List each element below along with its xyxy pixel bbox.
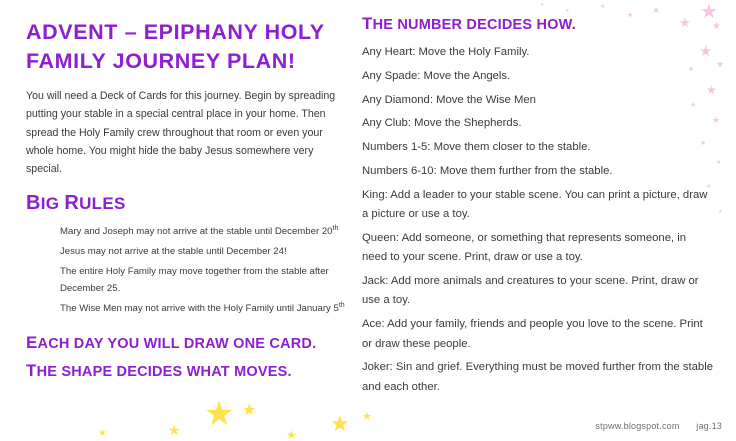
list-item: Any Heart: Move the Holy Family. [362, 46, 530, 58]
rule-text: Jesus may not arrive at the stable until December 24! [60, 246, 287, 258]
big-rules-heading-rest-ules: ULES [79, 194, 126, 214]
rule-text: Mary and Joseph may not arrive at the stable until December 20 [60, 226, 333, 238]
decorative-star-icon: ★ [330, 411, 350, 436]
list-item [60, 243, 348, 261]
decorative-star-icon: ★ [565, 8, 570, 14]
decorative-star-icon: ★ [706, 184, 712, 190]
shape-line-cap: T [26, 361, 37, 381]
list-item: Ace: Add your family, friends and people you love to the scene. Print or draw these people. [362, 318, 703, 350]
list-item: Joker: Sin and grief. Everything must be moved further from the stable and each other. [362, 361, 713, 393]
list-item: King: Add a leader to your stable scene. You can print a picture, draw a picture or use a toy. [362, 188, 708, 221]
rules-list [26, 223, 348, 317]
shape-line-rest: HE SHAPE DECIDES WHAT MOVES. [36, 364, 292, 381]
decorative-star-icon: ★ [716, 160, 722, 166]
decorative-star-icon: ★ [652, 5, 661, 15]
draw-line-rest: ACH DAY YOU WILL DRAW ONE CARD. [37, 336, 317, 353]
decorative-star-icon: ★ [716, 59, 725, 69]
big-rules-heading [26, 192, 348, 215]
number-heading-rest: HE NUMBER DECIDES HOW. [372, 17, 576, 33]
list-item: Queen: Add someone, or something that represents someone, in need to your scene. Print, draw or use a toy. [362, 232, 687, 264]
list-item: Numbers 1-5: Move them closer to the stable. [362, 141, 591, 154]
decorative-star-icon: ★ [540, 2, 545, 8]
footer-credit: jag.13 [696, 421, 722, 431]
rule-suffix: th [332, 225, 339, 233]
decorative-star-icon: ★ [688, 66, 695, 73]
right-column [362, 14, 714, 402]
list-item: Numbers 6-10: Move them further from the stable. [362, 165, 613, 178]
list-item: Any Diamond: Move the Wise Men [362, 93, 536, 106]
decorative-star-icon: ★ [718, 209, 723, 215]
footer [595, 421, 722, 431]
rule-text: The entire Holy Family may move together from the stable after December 25. [60, 265, 329, 295]
decorative-star-icon: ★ [712, 115, 721, 125]
page-title [26, 18, 348, 75]
decorative-star-icon: ★ [712, 21, 721, 32]
draw-one-card-line [26, 333, 348, 353]
decorative-star-icon: ★ [700, 140, 707, 147]
list-item: Any Spade: Move the Angels. [362, 69, 511, 82]
decorative-star-icon: ★ [204, 395, 235, 433]
decorative-star-icon: ★ [706, 83, 717, 97]
decorative-star-icon: ★ [627, 12, 634, 19]
decorative-star-icon: ★ [242, 402, 257, 419]
card-meanings-list [362, 43, 714, 397]
decorative-star-icon: ★ [168, 422, 181, 438]
number-decides-heading [362, 14, 714, 34]
decorative-star-icon: ★ [362, 411, 372, 423]
list-item: Jack: Add more animals and creatures to your scene. Print, draw or use a toy. [362, 275, 699, 307]
footer-site: stpww.blogspot.com [595, 421, 680, 431]
title-line-2: FAMILY JOURNEY PLAN! [26, 48, 296, 73]
list-item [60, 263, 348, 298]
big-rules-heading-cap-r: R [64, 192, 80, 215]
decorative-star-icon: ★ [690, 102, 697, 109]
big-rules-heading-rest-ig: IG [40, 194, 65, 214]
rule-suffix: th [338, 301, 345, 309]
shape-decides-line [26, 361, 348, 381]
decorative-star-icon: ★ [98, 428, 107, 439]
list-item: Any Club: Move the Shepherds. [362, 117, 522, 130]
list-item [60, 300, 348, 318]
rule-text: The Wise Men may not arrive with the Holy Family until January 5 [60, 302, 339, 314]
decorative-star-icon: ★ [700, 1, 718, 23]
left-column [26, 18, 348, 389]
draw-line-cap: E [26, 333, 38, 353]
big-rules-heading-cap-b: B [26, 192, 41, 215]
intro-paragraph: You will need a Deck of Cards for this journey. Begin by spreading putting your stable in a special central place in your home. Then spread the Holy Family crew throughout that room or even your whole home. You might hide the baby Jesus somewhere very special. [26, 90, 336, 176]
list-item [60, 223, 348, 241]
decorative-star-icon: ★ [286, 428, 297, 441]
decorative-star-icon: ★ [600, 4, 606, 10]
number-heading-cap: T [362, 14, 373, 33]
title-line-1: ADVENT – EPIPHANY HOLY [26, 20, 325, 44]
decorative-star-icon: ★ [699, 43, 713, 60]
decorative-star-icon: ★ [679, 15, 691, 30]
